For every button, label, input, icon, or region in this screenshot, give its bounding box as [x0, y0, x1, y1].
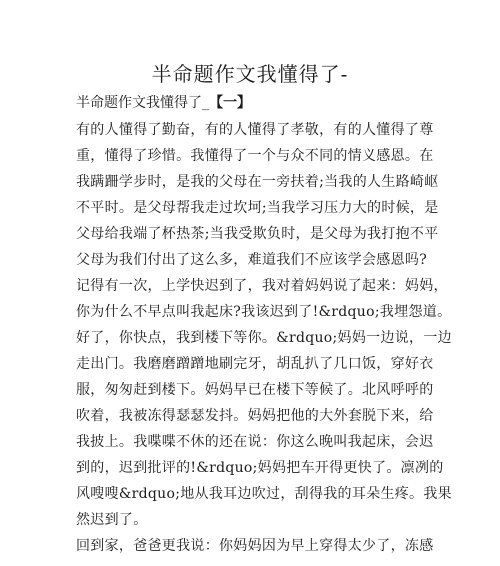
- text-line: 好了，你快点，我到楼下等你。&rdquo;妈妈一边说，一边: [76, 330, 452, 346]
- text-line: 父母给我端了杯热茶;当我受欺负时，是父母为我打抱不平: [76, 226, 439, 242]
- text-line: 我披上。我喋喋不休的还在说：你这么晚叫我起床，会迟: [76, 434, 434, 450]
- document-title: 半命题作文我懂得了-: [151, 62, 349, 86]
- text-line: 记得有一次，上学快迟到了，我对着妈妈说了起来：妈妈，: [76, 278, 448, 294]
- text-line: 回到家，爸爸更我说：你妈妈因为早上穿得太少了，冻感: [76, 538, 434, 554]
- text-line: 然迟到了。: [76, 512, 148, 528]
- text-line: 服，匆匆赶到楼下。妈妈早已在楼下等候了。北风呼呼的: [76, 382, 434, 398]
- text-line: 吹着，我被冻得瑟瑟发抖。妈妈把他的大外套脱下来，给: [76, 408, 434, 424]
- document-subtitle: [76, 93, 251, 113]
- text-line: 到的，迟到批评的!&rdquo;妈妈把车开得更快了。凛冽的: [76, 460, 444, 476]
- text-line: 重，懂得了珍惜。我懂得了一个与众不同的情义感恩。在: [76, 148, 434, 164]
- subtitle-section-marker: 【一】: [209, 95, 251, 111]
- text-line: 你为什么不早点叫我起床?我该迟到了!&rdquo;我埋怨道。: [76, 304, 452, 320]
- text-line: 父母为我们付出了这么多，难道我们不应该学会感恩吗?: [76, 252, 428, 268]
- text-line: 有的人懂得了勤奋，有的人懂得了孝敬，有的人懂得了尊: [76, 122, 434, 138]
- text-line: 风嗖嗖&rdquo;地从我耳边吹过，刮得我的耳朵生疼。我果: [76, 486, 452, 502]
- subtitle-text: 半命题作文我懂得了_: [76, 95, 209, 111]
- text-line: 不平时。是父母帮我走过坎坷;当我学习压力大的时候，是: [76, 200, 439, 216]
- text-line: 我蹒跚学步时，是我的父母在一旁扶着;当我的人生路崎岖: [76, 174, 439, 190]
- essay-body: [76, 117, 452, 559]
- text-line: 走出门。我磨磨蹭蹭地刷完牙，胡乱扒了几口饭，穿好衣: [76, 356, 434, 372]
